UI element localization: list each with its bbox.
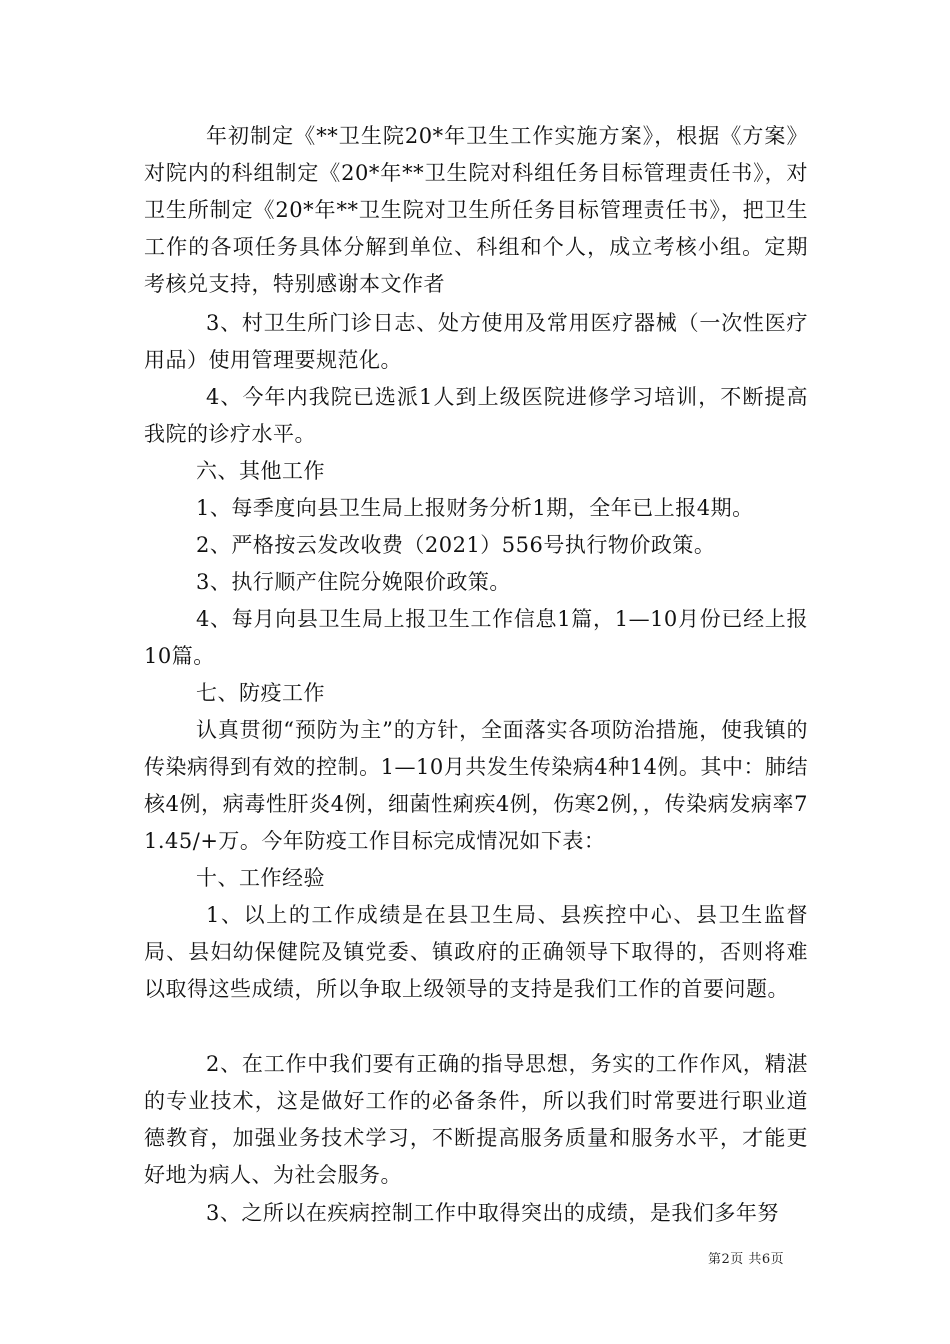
paragraph-financial-reports: 1、每季度向县卫生局上报财务分析1期，全年已上报4期。 <box>196 496 754 520</box>
paragraph-work-plan: 年初制定《**卫生院20*年卫生工作实施方案》，根据《方案》对院内的科组制定《20*年**卫生院对科组任务目标管理责任书》，对卫生所制定《20*年**卫生院对卫生所任务目标管理责任书》，把卫生工作的各项任务具体分解到单位、科组和个人，成立考核小组。定期考核兑支持，特别感谢本文作者 <box>144 124 808 296</box>
paragraph-experience-3: 3、之所以在疾病控制工作中取得突出的成绩，是我们多年努 <box>206 1201 779 1225</box>
paragraph-pricing-policy: 2、严格按云发改收费（2021）556号执行物价政策。 <box>196 533 716 557</box>
section-heading-work-experience: 十、工作经验 <box>196 866 325 890</box>
paragraph-experience-2: 2、在工作中我们要有正确的指导思想，务实的工作作风，精湛的专业技术，这是做好工作的必备条件，所以我们时常要进行职业道德教育，加强业务技术学习，不断提高服务质量和服务水平，才能更好地为病人、为社会服务。 <box>144 1052 808 1187</box>
page-number-footer: 第2页 共6页 <box>708 1252 785 1267</box>
section-heading-epidemic-prevention: 七、防疫工作 <box>196 681 325 705</box>
paragraph-experience-1: 1、以上的工作成绩是在县卫生局、县疾控中心、县卫生监督局、县妇幼保健院及镇党委、镇政府的正确领导下取得的，否则将难以取得这些成绩，所以争取上级领导的支持是我们工作的首要问题。 <box>144 903 808 1001</box>
paragraph-training: 4、今年内我院已选派1人到上级医院进修学习培训，不断提高我院的诊疗水平。 <box>144 385 808 446</box>
paragraph-monthly-info: 4、每月向县卫生局上报卫生工作信息1篇，1—10月份已经上报10篇。 <box>144 607 808 668</box>
paragraph-delivery-price-cap: 3、执行顺产住院分娩限价政策。 <box>196 570 511 594</box>
section-heading-other-work: 六、其他工作 <box>196 459 325 483</box>
paragraph-epidemic-summary: 认真贯彻“预防为主”的方针，全面落实各项防治措施，使我镇的传染病得到有效的控制。1—10月共发生传染病4种14例。其中：肺结核4例，病毒性肝炎4例，细菌性痢疾4例，伤寒2例，，传染病发病率71.45/+万。今年防疫工作目标完成情况如下表： <box>144 718 808 853</box>
paragraph-clinic-logs: 3、村卫生所门诊日志、处方使用及常用医疗器械（一次性医疗用品）使用管理要规范化。 <box>144 311 808 372</box>
